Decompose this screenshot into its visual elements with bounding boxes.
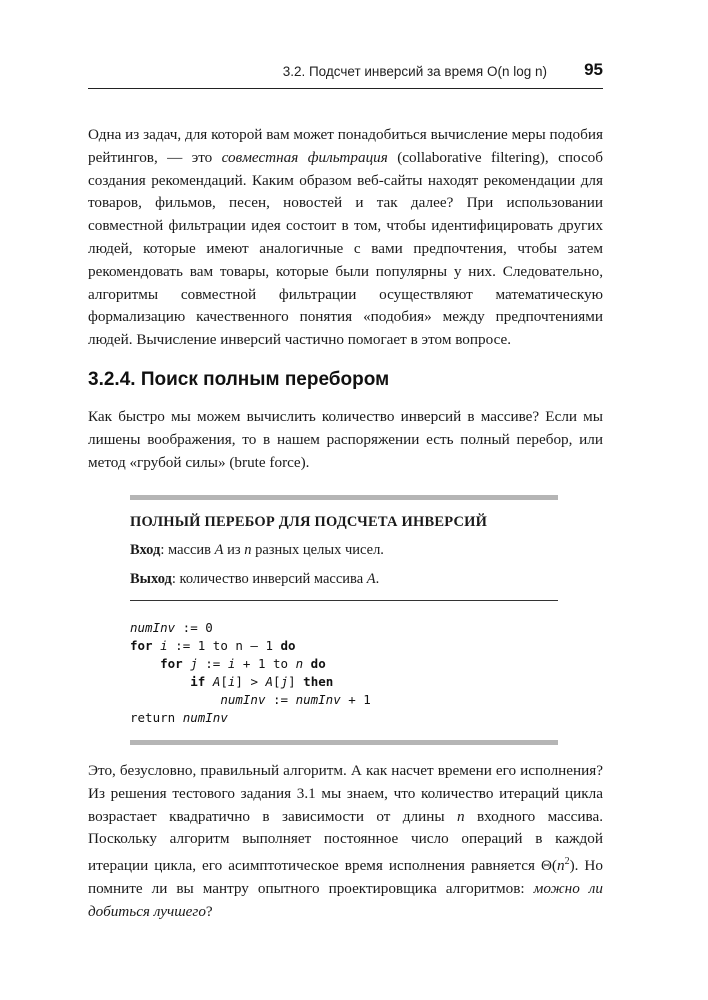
- code-line: [130, 619, 558, 637]
- code-text: [130, 674, 190, 689]
- code-variable: numInv: [130, 620, 176, 635]
- running-header: [88, 62, 603, 89]
- code-text: + 1: [340, 692, 371, 707]
- algorithm-title: ПОЛНЫЙ ПЕРЕБОР ДЛЯ ПОДСЧЕТА ИНВЕРСИЙ: [130, 514, 488, 530]
- code-text: [303, 656, 311, 671]
- code-variable: numInv: [295, 692, 341, 707]
- emphasis-phrase: можно ли добиться лучшего: [88, 880, 603, 920]
- code-variable: i: [227, 674, 236, 689]
- code-text: :=: [197, 656, 228, 671]
- text-run: из: [223, 542, 245, 558]
- math-var: A: [366, 571, 376, 587]
- algorithm-divider: [130, 600, 558, 601]
- code-keyword: for: [130, 638, 153, 653]
- algorithm-output: [130, 569, 558, 589]
- section-heading: 3.2.4. Поиск полным перебором: [88, 369, 390, 390]
- text-run: : массив: [160, 542, 215, 558]
- code-variable: i: [160, 638, 168, 653]
- code-line: [130, 637, 558, 655]
- text-run: (collaborative filtering), способ создания рекомендаций. Каким образом веб-сайты находят рекомендации для товаров, фильмов, песен, новостей и так далее? При использовании совместной фильтрации идея состоит в том, чтобы идентифицировать других людей, которые имеют аналогичные с вами предпочтения, чтобы затем рекомендовать вам товары, которые были популярны у них. Следовательно, алгоритмы совместной фильтрации осуществляют математическую формализацию качественного понятия «подобия» между предпочтениями людей. Вычисление инверсий частично помогает в этом вопросе.: [88, 148, 604, 349]
- text-run: разных целых чисел.: [251, 542, 384, 558]
- code-text: [: [220, 674, 228, 689]
- code-text: [: [273, 674, 281, 689]
- text-run: : количество инверсий массива: [171, 571, 367, 587]
- code-keyword: for: [160, 656, 183, 671]
- code-variable: numInv: [182, 710, 228, 725]
- code-text: + 1 to: [235, 656, 296, 671]
- text-run: Это, безусловно, правильный алгоритм. А как насчет времени его исполнения? Из решения тестового задания 3.1 мы знаем, что количество итераций цикла возрастает квадратично в зависимости от длины: [88, 762, 603, 825]
- output-label: Выход: [130, 571, 172, 587]
- exponent: 2: [564, 856, 570, 868]
- text-run: входного массива. Поскольку алгоритм выполняет постоянное число операций в каждой итерации цикла, его асимптотическое время исполнения равняется Θ(: [88, 807, 603, 875]
- algorithm-box: [130, 495, 558, 745]
- math-var: n: [244, 542, 252, 558]
- code-variable: A: [212, 674, 221, 689]
- brute-force-paragraph: Как быстро мы можем вычислить количество инверсий в массиве? Если мы лишены воображения, то в нашем распоряжении есть полный перебор, или метод «грубой силы» (brute force).: [88, 408, 603, 471]
- code-text: ] >: [235, 674, 266, 689]
- code-text: :=: [265, 692, 296, 707]
- emphasis-term: совместная фильтрация: [221, 148, 388, 166]
- algorithm-bottom-rule: [130, 740, 558, 745]
- code-line: [130, 691, 558, 709]
- analysis-paragraph: [88, 760, 603, 924]
- code-variable: j: [190, 656, 198, 671]
- algorithm-input: [130, 540, 558, 560]
- math-var: n: [556, 857, 565, 875]
- code-text: [205, 674, 213, 689]
- code-line: [130, 709, 558, 727]
- algorithm-top-rule: [130, 495, 558, 500]
- math-var: A: [214, 542, 224, 558]
- running-title: 3.2. Подсчет инверсий за время O(n log n): [282, 64, 547, 79]
- pseudocode-block: [130, 619, 558, 727]
- code-line: [130, 655, 558, 673]
- code-text: ]: [288, 674, 304, 689]
- input-label: Вход: [130, 542, 161, 558]
- code-keyword: do: [280, 638, 296, 653]
- code-text: [130, 656, 160, 671]
- text-run: Одна из задач, для которой вам может понадобиться вычисление меры подобия рейтингов, — это: [88, 126, 603, 166]
- page-number: 95: [584, 60, 603, 79]
- code-keyword: if: [190, 674, 206, 689]
- code-variable: i: [227, 656, 236, 671]
- code-text: := 0: [175, 620, 213, 635]
- code-variable: A: [265, 674, 274, 689]
- code-text: := 1 to n – 1: [167, 638, 281, 653]
- code-text: return: [130, 710, 183, 725]
- text-run: ?: [205, 902, 213, 920]
- code-line: [130, 673, 558, 691]
- intro-paragraph: [88, 124, 603, 352]
- math-var: n: [456, 807, 465, 825]
- text-run: ). Но помните ли вы мантру опытного проектировщика алгоритмов:: [88, 857, 603, 898]
- code-variable: n: [295, 656, 304, 671]
- text-run: .: [375, 571, 380, 587]
- code-keyword: do: [310, 656, 326, 671]
- code-text: [153, 638, 161, 653]
- code-variable: numInv: [220, 692, 266, 707]
- code-keyword: then: [303, 674, 334, 689]
- code-text: [130, 692, 220, 707]
- code-variable: j: [280, 674, 289, 689]
